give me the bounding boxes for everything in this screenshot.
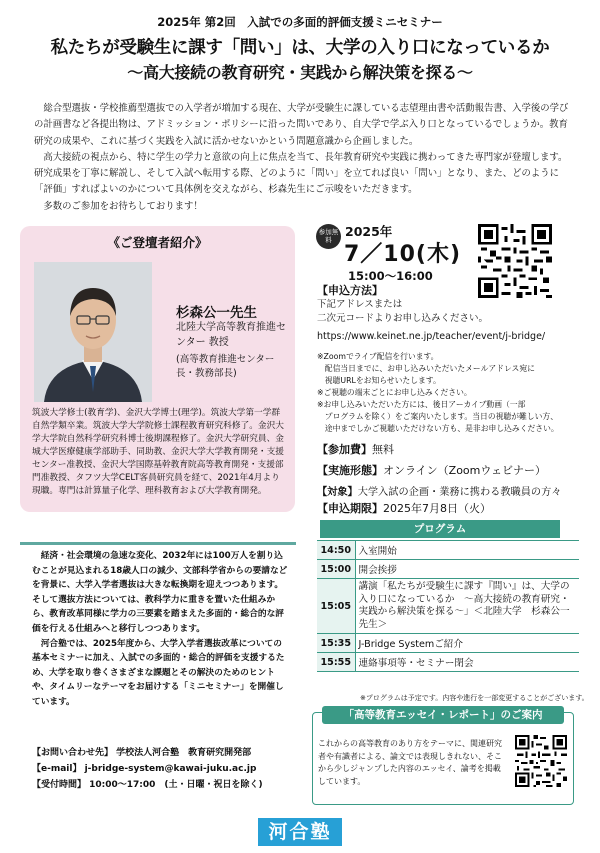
- deadline-label: 【申込期限】: [317, 502, 383, 515]
- speaker-bio: 筑波大学修士(教育学)、金沢大学博士(理学)。筑波大学第一学群自然学類卒業。筑波大学大学院修士課程教育研究科修了。金沢大学大学院自然科学研究科博士後期課程修了。金沢大学研究員、金城大学医療健康学部助手、同助教、金沢大学大学教育開発・支援センター准教授、金沢大学国際基幹教育院高等教育開発・支援部門准教授、タフツ大学CELT客員研究員を経て、2021年4月より現職。専門は計算量子化学、理科教育および大学教育開発。: [32, 408, 284, 496]
- contact-hours: 【受付時間】 10:00～17:00 (土・日曜・祝日を除く): [32, 780, 263, 790]
- speaker-affiliation: 北陸大学高等教育推進センター 教授: [176, 322, 286, 348]
- free-badge-label: 参加無料: [318, 228, 339, 244]
- program-item: 連絡事項等・セミナー閉会: [355, 653, 579, 672]
- seminar-purpose-text: [32, 549, 290, 710]
- format-value: オンライン（Zoomウェビナー）: [383, 464, 546, 477]
- speaker-role: (高等教育推進センター長・教務部長): [176, 354, 275, 379]
- target-row: [317, 483, 562, 498]
- format-row: [317, 462, 546, 478]
- contact-org: 【お問い合わせ先】 学校法人河合塾 教育研究開発部: [32, 748, 252, 758]
- fee-label: 【参加費】: [317, 443, 372, 456]
- intro-paragraph: 総合型選抜・学校推薦型選抜での入学者が増加する現在、大学が受験生に課している志望理由書や活動報告書、入学後の学びの計画書など各提出物は、アドミッション・ポリシーに沿った問いであり、自大学で学ぶ入り口となっているでしょうか。教育研究の成果や、これに基づく実践を入試に活かせないかという問題意識から企画しました。: [34, 103, 569, 147]
- apply-method-text: [317, 298, 488, 326]
- note-line: 配信当日までに、お申し込みいただいたメールアドレス宛に: [317, 364, 535, 373]
- speaker-photo: [34, 262, 152, 402]
- purpose-paragraph: 河合塾では、2025年度から、大学入学者選抜改革についての基本セミナーに加え、入試での多面的・総合的評価を支援するため、大学を取り巻くさまざまな課題とその解決のためのヒントや、タイムリーなテーマをお届けする「ミニセミナー」を開催しています。: [32, 638, 285, 707]
- apply-text-line: 二次元コードよりお申し込みください。: [317, 313, 489, 324]
- purpose-paragraph: 経済・社会環境の急速な変化、2032年には100万人を割り込むことが見込まれる18歳人口の減少、文部科学省からの要請などを背景に、大学入学者選抜は大きな転換期を迎えつつあります。そして選抜方法については、教科学力に重きを置いた仕組みから、教育改革同様に学力の三要素を踏まえた多面的・総合的な評価を行える仕組みへと移行しつつあります。: [32, 551, 288, 634]
- essay-heading: 「高等教育エッセイ・レポート」のご案内: [322, 706, 564, 724]
- program-time: 15:55: [317, 653, 355, 672]
- program-row: [317, 653, 579, 672]
- kawaijuku-logo: 河合塾: [258, 818, 342, 846]
- seminar-series-label: 2025年 第2回 入試での多面的評価支援ミニセミナー: [157, 15, 443, 29]
- program-time: 14:50: [317, 541, 355, 560]
- registration-qr-code[interactable]: [478, 224, 552, 298]
- program-time: 15:00: [317, 560, 355, 579]
- contact-info: [32, 745, 263, 793]
- page-subtitle: ～高大接続の教育研究・実践から解決策を探る～: [127, 63, 473, 82]
- note-line: 視聴URLをお知らせいたします。: [317, 376, 441, 385]
- free-badge: [316, 224, 341, 249]
- registration-notes: [317, 351, 585, 435]
- apply-method-heading: 【申込方法】: [317, 284, 383, 297]
- program-item: 講演「私たちが受験生に課す『問い』は、大学の入り口になっているか ～高大接続の教育研究・実践から解決策を探る～」＜北陸大学 杉森公一 先生＞: [355, 579, 579, 634]
- intro-text: [34, 101, 570, 215]
- fee-row: [317, 441, 394, 457]
- format-label: 【実施形態】: [317, 464, 383, 477]
- program-time: 15:05: [317, 579, 355, 634]
- program-heading: プログラム: [320, 520, 560, 538]
- event-date: 7／10(木): [344, 242, 462, 267]
- note-line: プログラムを除く）をご案内いたします。当日の視聴が難しい方、: [317, 412, 558, 421]
- apply-text-line: 下記アドレスまたは: [317, 299, 403, 310]
- note-line: 途中までしかご視聴いただけない方も、是非お申し込みください。: [317, 424, 559, 433]
- speaker-name: 杉森公一先生: [176, 305, 257, 321]
- target-label: 【対象】: [317, 487, 358, 498]
- deadline-value: 2025年7月8日（火）: [383, 502, 491, 515]
- note-line: ※Zoomでライブ配信を行います。: [317, 352, 439, 361]
- target-value: 大学入試の企画・業務に携わる教職員の方々: [357, 487, 562, 498]
- intro-paragraph: 高大接続の視点から、特に学生の学力と意欲の向上に焦点を当て、長年教育研究や実践に携わってきた専門家が登壇します。研究成果を丁寧に解説し、そして入試へ転用する際、どのように「問い」を立てれば良い「問い」となり、また、どのように「評価」すればよいのかについて具体例を交えながら、杉森先生にご示唆をいただきます。: [34, 151, 568, 196]
- deadline-row: [317, 500, 491, 516]
- speaker-heading: 《ご登壇者紹介》: [107, 235, 208, 250]
- note-line: ※お申し込みいただいた方には、後日アーカイブ動画（一部: [317, 400, 526, 409]
- program-row: [317, 579, 579, 634]
- program-row: [317, 541, 579, 560]
- program-note: ※プログラムは予定です。内容や進行を一部変更することがございます。: [360, 694, 589, 702]
- program-item: 入室開始: [355, 541, 579, 560]
- program-row: [317, 634, 579, 653]
- program-item: J-Bridge Systemご紹介: [355, 634, 579, 653]
- essay-text: これからの高等教育のあり方をテーマに、関連研究者や有識者による、論文では表現しきれない、そこから少しジャンプした内容のエッセイ、論考を掲載しています。: [318, 739, 502, 786]
- event-year: 2025年: [345, 224, 393, 239]
- program-table: [317, 540, 579, 672]
- program-time: 15:35: [317, 634, 355, 653]
- program-row: [317, 560, 579, 579]
- page-title: 私たちが受験生に課す「問い」は、大学の入り口になっているか: [50, 38, 550, 58]
- essay-qr-code[interactable]: [515, 735, 567, 787]
- program-item: 開会挨拶: [355, 560, 579, 579]
- registration-url-link[interactable]: https://www.keinet.ne.jp/teacher/event/j-bridge/: [317, 331, 546, 342]
- event-time: 15:00～16:00: [348, 269, 433, 283]
- divider: [20, 542, 296, 545]
- note-line: ※ご視聴の端末ごとにお申し込みください。: [317, 388, 472, 397]
- contact-email[interactable]: 【e-mail】 j-bridge-system@kawai-juku.ac.jp: [32, 764, 257, 774]
- fee-value: 無料: [372, 443, 394, 456]
- intro-paragraph: 多数のご参加をお待ちしております！: [43, 200, 203, 212]
